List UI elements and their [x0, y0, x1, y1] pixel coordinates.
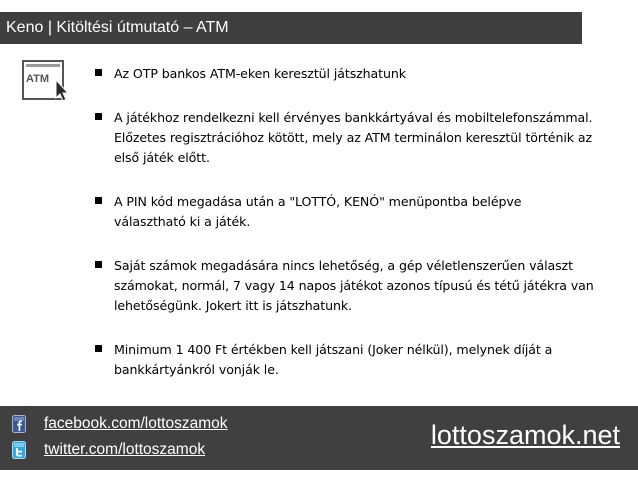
list-item [95, 64, 595, 84]
list-item-text: Minimum 1 400 Ft értékben kell játszani (Joker nélkül), melynek díját a bankkártyánkról vonják le. [114, 342, 553, 377]
facebook-row [12, 414, 228, 434]
page-footer [0, 406, 638, 470]
bullet-icon [95, 113, 102, 120]
twitter-link[interactable]: twitter.com/lottoszamok [44, 441, 206, 458]
list-item [95, 340, 595, 380]
facebook-link[interactable]: facebook.com/lottoszamok [44, 415, 228, 432]
twitter-row [12, 440, 205, 460]
twitter-icon[interactable] [12, 441, 26, 459]
bullet-icon [95, 69, 102, 76]
bullet-icon [95, 345, 102, 352]
list-item-text: A PIN kód megadása után a "LOTTÓ, KENÓ" menüpontba belépve választható ki a játék. [114, 194, 522, 229]
list-item [95, 192, 595, 232]
facebook-icon[interactable] [12, 415, 26, 433]
page-header [0, 12, 582, 44]
header-title: Keno | Kitöltési útmutató – ATM [6, 19, 229, 36]
list-item-text: A játékhoz rendelkezni kell érvényes bankkártyával és mobiltelefonszámmal. Előzetes regisztrációhoz kötött, mely az ATM terminálon keresztül történik az első játék előtt. [114, 110, 593, 165]
bullet-icon [95, 261, 102, 268]
atm-icon [22, 60, 78, 108]
list-item-text: Saját számok megadására nincs lehetőség, a gép véletlenszerűen választ számokat, normál, 7 vagy 14 napos játékot azonos típusú és tétű játékra van lehetőségünk. Jokert itt is játszhatunk. [114, 258, 594, 313]
list-item [95, 108, 595, 168]
bullet-list [95, 64, 595, 448]
bullet-icon [95, 197, 102, 204]
site-link[interactable]: lottoszamok.net [430, 420, 620, 450]
list-item-text: Az OTP bankos ATM-eken keresztül játszhatunk [114, 66, 406, 81]
list-item [95, 256, 595, 316]
atm-icon-label: ATM [26, 73, 50, 85]
